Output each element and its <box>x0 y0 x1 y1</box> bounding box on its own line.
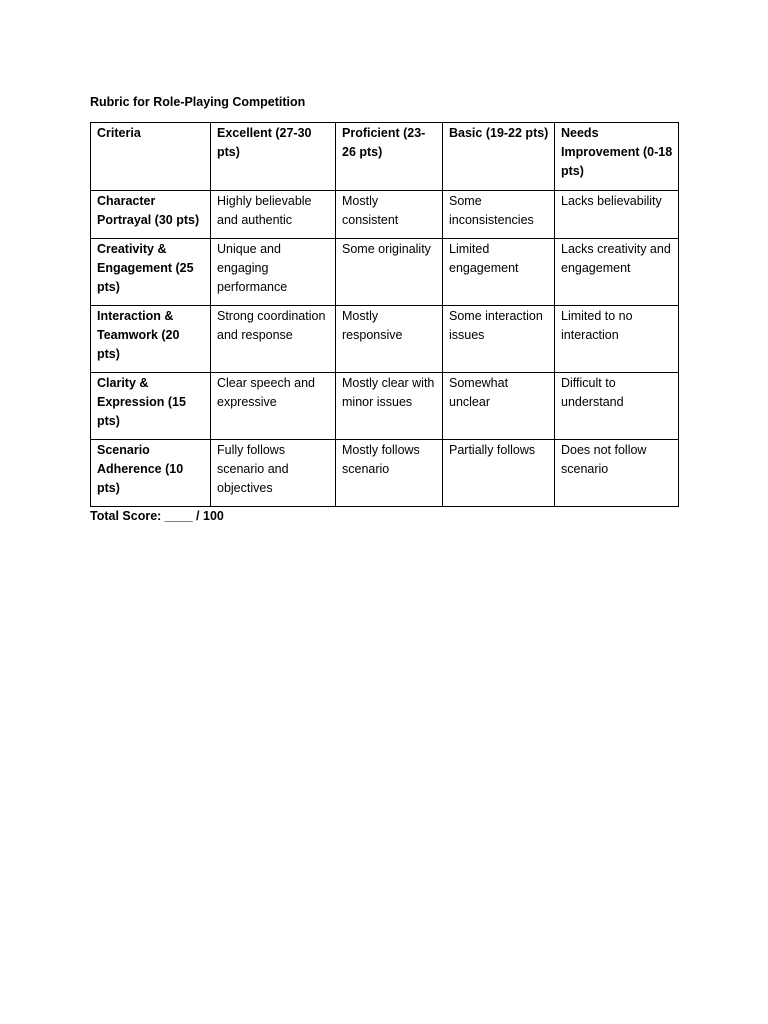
excellent-cell: Clear speech and expressive <box>211 373 336 440</box>
table-row <box>91 191 679 239</box>
header-criteria: Criteria <box>91 123 211 191</box>
criteria-cell: Interaction & Teamwork (20 pts) <box>91 306 211 373</box>
proficient-cell: Mostly clear with minor issues <box>336 373 443 440</box>
criteria-cell: Character Portrayal (30 pts) <box>91 191 211 239</box>
header-basic: Basic (19-22 pts) <box>443 123 555 191</box>
needs-improvement-cell: Difficult to understand <box>555 373 679 440</box>
criteria-cell: Scenario Adherence (10 pts) <box>91 440 211 507</box>
basic-cell: Partially follows <box>443 440 555 507</box>
basic-cell: Limited engagement <box>443 239 555 306</box>
table-row <box>91 440 679 507</box>
criteria-cell: Clarity & Expression (15 pts) <box>91 373 211 440</box>
excellent-cell: Strong coordination and response <box>211 306 336 373</box>
needs-improvement-cell: Does not follow scenario <box>555 440 679 507</box>
proficient-cell: Mostly consistent <box>336 191 443 239</box>
rubric-table <box>90 122 679 507</box>
proficient-cell: Mostly responsive <box>336 306 443 373</box>
needs-improvement-cell: Lacks creativity and engagement <box>555 239 679 306</box>
needs-improvement-cell: Limited to no interaction <box>555 306 679 373</box>
needs-improvement-cell: Lacks believability <box>555 191 679 239</box>
excellent-cell: Unique and engaging performance <box>211 239 336 306</box>
table-row <box>91 373 679 440</box>
document-title: Rubric for Role-Playing Competition <box>90 95 306 109</box>
header-needs-improvement: Needs Improvement (0-18 pts) <box>555 123 679 191</box>
basic-cell: Somewhat unclear <box>443 373 555 440</box>
excellent-cell: Highly believable and authentic <box>211 191 336 239</box>
proficient-cell: Some originality <box>336 239 443 306</box>
header-excellent: Excellent (27-30 pts) <box>211 123 336 191</box>
excellent-cell: Fully follows scenario and objectives <box>211 440 336 507</box>
basic-cell: Some interaction issues <box>443 306 555 373</box>
basic-cell: Some inconsistencies <box>443 191 555 239</box>
criteria-cell: Creativity & Engagement (25 pts) <box>91 239 211 306</box>
table-header-row <box>91 123 679 191</box>
total-score: Total Score: ____ / 100 <box>90 509 224 523</box>
table-row <box>91 306 679 373</box>
proficient-cell: Mostly follows scenario <box>336 440 443 507</box>
header-proficient: Proficient (23-26 pts) <box>336 123 443 191</box>
table-row <box>91 239 679 306</box>
